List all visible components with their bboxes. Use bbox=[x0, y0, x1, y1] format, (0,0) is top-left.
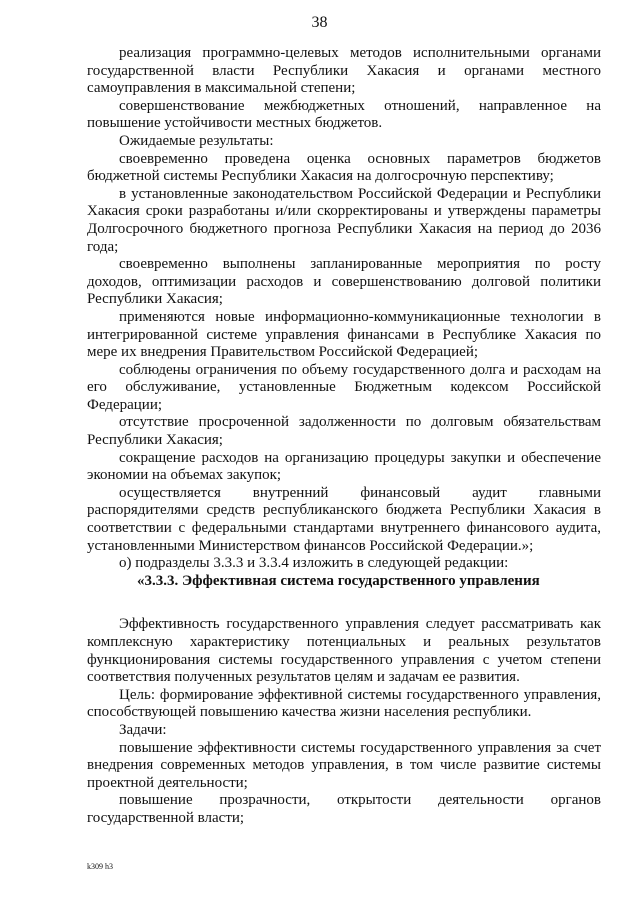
paragraph: осуществляется внутренний финансовый аудит главными распорядителями средств республиканского бюджета Республики Хакасия в соответствии с федеральными стандартами внутреннего финансового аудита, установленными Министерством финансов Российской Федерации.»; bbox=[87, 484, 601, 554]
paragraph: в установленные законодательством Российской Федерации и Республики Хакасия сроки разработаны и/или скорректированы и утверждены параметры Долгосрочного бюджетного прогноза Республики Хакасия на период до 2036 года; bbox=[87, 185, 601, 255]
paragraph: применяются новые информационно-коммуникационные технологии в интегрированной системе управления финансами в Республике Хакасия по мере их внедрения Правительством Российской Федерацией; bbox=[87, 308, 601, 361]
paragraph: соблюдены ограничения по объему государственного долга и расходам на его обслуживание, установленные Бюджетным кодексом Российской Федерации; bbox=[87, 361, 601, 413]
paragraph: о) подразделы 3.3.3 и 3.3.4 изложить в следующей редакции: bbox=[119, 555, 509, 572]
paragraph: своевременно выполнены запланированные мероприятия по росту доходов, оптимизации расходов и совершенствованию долговой политики Республики Хакасия; bbox=[87, 256, 601, 308]
paragraph: Задачи: bbox=[119, 721, 167, 738]
footer-code: k309 h3 bbox=[87, 862, 113, 871]
paragraph: Цель: формирование эффективной системы государственного управления, способствующей повышению качества жизни населения республики. bbox=[87, 686, 601, 721]
paragraph: совершенствование межбюджетных отношений, направленное на повышение устойчивости местных бюджетов. bbox=[87, 97, 601, 132]
paragraph: повышение эффективности системы государственного управления за счет внедрения современных методов управления, в том числе развитие системы проектной деятельности; bbox=[87, 739, 601, 791]
paragraph: отсутствие просроченной задолженности по долговым обязательствам Республики Хакасия; bbox=[87, 414, 601, 449]
paragraph: своевременно проведена оценка основных параметров бюджетов бюджетной системы Республики Хакасия на долгосрочную перспективу; bbox=[87, 150, 601, 185]
page-number: 38 bbox=[311, 14, 328, 31]
paragraph: сокращение расходов на организацию процедуры закупки и обеспечение экономии на объемах закупок; bbox=[87, 449, 601, 484]
document-body bbox=[87, 45, 601, 828]
paragraph: Эффективность государственного управления следует рассматривать как комплексную характеристику потенциальных и реальных результатов функционирования системы государственного управления с учетом степени соответствия полученных результатов целям и задачам ее развития. bbox=[87, 616, 601, 686]
section-heading: «3.3.3. Эффективная система государственного управления bbox=[137, 572, 540, 589]
paragraph: Ожидаемые результаты: bbox=[119, 132, 274, 149]
paragraph: повышение прозрачности, открытости деятельности органов государственной власти; bbox=[87, 792, 601, 826]
paragraph: реализация программно-целевых методов исполнительными органами государственной власти Республики Хакасия и органами местного самоуправления в максимальной степени; bbox=[87, 45, 601, 97]
